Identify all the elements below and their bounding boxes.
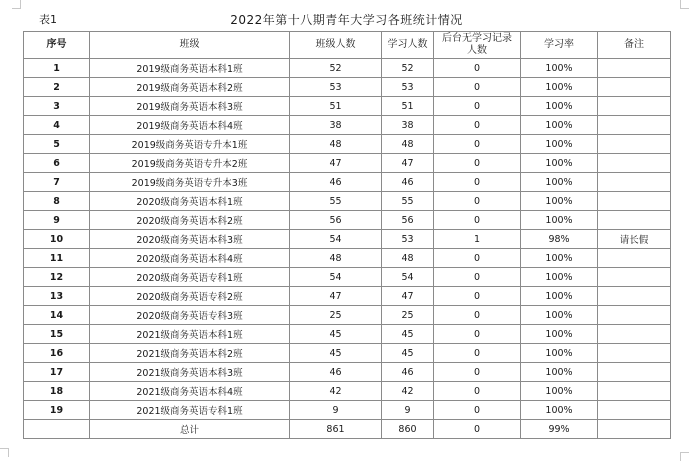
rate-cell: 100% <box>521 154 598 173</box>
no-record-cell: 0 <box>434 401 521 420</box>
class-size-cell: 52 <box>290 59 382 78</box>
note-cell <box>598 78 671 97</box>
note-cell <box>598 420 671 439</box>
rate-cell: 100% <box>521 173 598 192</box>
learned-cell: 46 <box>382 363 434 382</box>
class-size-cell: 54 <box>290 268 382 287</box>
header-note: 备注 <box>598 32 671 59</box>
seq-cell: 17 <box>24 363 90 382</box>
learned-cell: 46 <box>382 173 434 192</box>
statistics-table <box>23 31 671 439</box>
table-row <box>24 344 671 363</box>
seq-cell: 11 <box>24 249 90 268</box>
class-size-cell: 53 <box>290 78 382 97</box>
no-record-cell: 0 <box>434 173 521 192</box>
rate-cell: 100% <box>521 211 598 230</box>
seq-cell: 10 <box>24 230 90 249</box>
class-cell: 2021级商务英语本科4班 <box>90 382 290 401</box>
note-cell: 请长假 <box>598 230 671 249</box>
table-row <box>24 363 671 382</box>
class-size-cell: 25 <box>290 306 382 325</box>
no-record-cell: 0 <box>434 420 521 439</box>
note-cell <box>598 135 671 154</box>
no-record-cell: 0 <box>434 249 521 268</box>
learned-cell: 56 <box>382 211 434 230</box>
class-size-cell: 56 <box>290 211 382 230</box>
learned-cell: 48 <box>382 135 434 154</box>
class-cell: 2019级商务英语本科2班 <box>90 78 290 97</box>
page-corner-mark-bottom-left <box>0 448 9 457</box>
header-class-size: 班级人数 <box>290 32 382 59</box>
note-cell <box>598 382 671 401</box>
learned-cell: 54 <box>382 268 434 287</box>
rate-cell: 100% <box>521 192 598 211</box>
class-cell: 2020级商务英语本科1班 <box>90 192 290 211</box>
no-record-cell: 1 <box>434 230 521 249</box>
class-size-cell: 47 <box>290 287 382 306</box>
header-no-record: 后台无学习记录人数 <box>434 32 521 59</box>
rate-cell: 100% <box>521 344 598 363</box>
class-cell: 2019级商务英语专升本1班 <box>90 135 290 154</box>
rate-cell: 99% <box>521 420 598 439</box>
no-record-cell: 0 <box>434 154 521 173</box>
seq-cell: 3 <box>24 97 90 116</box>
note-cell <box>598 287 671 306</box>
note-cell <box>598 325 671 344</box>
learned-cell: 48 <box>382 249 434 268</box>
class-cell: 2019级商务英语专升本2班 <box>90 154 290 173</box>
seq-cell: 7 <box>24 173 90 192</box>
seq-cell: 16 <box>24 344 90 363</box>
note-cell <box>598 192 671 211</box>
class-cell: 2021级商务英语专科1班 <box>90 401 290 420</box>
rate-cell: 100% <box>521 135 598 154</box>
class-cell: 2021级商务英语本科2班 <box>90 344 290 363</box>
learned-cell: 38 <box>382 116 434 135</box>
table-header-row <box>24 32 671 59</box>
no-record-cell: 0 <box>434 211 521 230</box>
table-label: 表1 <box>39 13 57 26</box>
class-size-cell: 55 <box>290 192 382 211</box>
class-size-cell: 48 <box>290 135 382 154</box>
class-size-cell: 47 <box>290 154 382 173</box>
note-cell <box>598 97 671 116</box>
table-row <box>24 192 671 211</box>
class-size-cell: 45 <box>290 344 382 363</box>
seq-cell: 2 <box>24 78 90 97</box>
note-cell <box>598 268 671 287</box>
table-row <box>24 116 671 135</box>
no-record-cell: 0 <box>434 192 521 211</box>
learned-cell: 53 <box>382 230 434 249</box>
rate-cell: 100% <box>521 116 598 135</box>
no-record-cell: 0 <box>434 363 521 382</box>
table-row <box>24 382 671 401</box>
note-cell <box>598 116 671 135</box>
no-record-cell: 0 <box>434 382 521 401</box>
table-row <box>24 268 671 287</box>
note-cell <box>598 173 671 192</box>
note-cell <box>598 154 671 173</box>
note-cell <box>598 211 671 230</box>
no-record-cell: 0 <box>434 306 521 325</box>
table-body <box>24 59 671 439</box>
rate-cell: 98% <box>521 230 598 249</box>
seq-cell: 19 <box>24 401 90 420</box>
table-row <box>24 306 671 325</box>
class-cell: 2020级商务英语本科4班 <box>90 249 290 268</box>
seq-cell: 12 <box>24 268 90 287</box>
table-row <box>24 287 671 306</box>
table-row <box>24 97 671 116</box>
class-size-cell: 9 <box>290 401 382 420</box>
learned-cell: 25 <box>382 306 434 325</box>
no-record-cell: 0 <box>434 116 521 135</box>
class-size-cell: 45 <box>290 325 382 344</box>
class-size-cell: 51 <box>290 97 382 116</box>
seq-cell: 4 <box>24 116 90 135</box>
class-size-cell: 42 <box>290 382 382 401</box>
class-cell: 2019级商务英语本科3班 <box>90 97 290 116</box>
table-total-row <box>24 420 671 439</box>
table-row <box>24 173 671 192</box>
seq-cell: 5 <box>24 135 90 154</box>
note-cell <box>598 401 671 420</box>
seq-cell: 8 <box>24 192 90 211</box>
rate-cell: 100% <box>521 78 598 97</box>
seq-cell: 14 <box>24 306 90 325</box>
class-cell: 2020级商务英语本科3班 <box>90 230 290 249</box>
note-cell <box>598 306 671 325</box>
header-seq: 序号 <box>24 32 90 59</box>
table-row <box>24 78 671 97</box>
note-cell <box>598 59 671 78</box>
page-corner-mark-bottom-right <box>680 452 689 461</box>
learned-cell: 52 <box>382 59 434 78</box>
class-cell: 2020级商务英语专科3班 <box>90 306 290 325</box>
rate-cell: 100% <box>521 325 598 344</box>
rate-cell: 100% <box>521 363 598 382</box>
rate-cell: 100% <box>521 401 598 420</box>
note-cell <box>598 249 671 268</box>
no-record-cell: 0 <box>434 344 521 363</box>
class-cell: 2019级商务英语本科4班 <box>90 116 290 135</box>
class-cell: 2021级商务英语本科3班 <box>90 363 290 382</box>
header-learned: 学习人数 <box>382 32 434 59</box>
class-cell: 2021级商务英语本科1班 <box>90 325 290 344</box>
learned-cell: 45 <box>382 325 434 344</box>
class-size-cell: 54 <box>290 230 382 249</box>
seq-cell: 13 <box>24 287 90 306</box>
table-row <box>24 401 671 420</box>
learned-cell: 9 <box>382 401 434 420</box>
seq-cell: 18 <box>24 382 90 401</box>
table-row <box>24 211 671 230</box>
table-row <box>24 230 671 249</box>
rate-cell: 100% <box>521 382 598 401</box>
class-size-cell: 46 <box>290 173 382 192</box>
class-size-cell: 38 <box>290 116 382 135</box>
class-cell: 2019级商务英语本科1班 <box>90 59 290 78</box>
learned-cell: 51 <box>382 97 434 116</box>
table-row <box>24 135 671 154</box>
learned-cell: 860 <box>382 420 434 439</box>
seq-cell: 1 <box>24 59 90 78</box>
table-row <box>24 249 671 268</box>
class-cell: 总计 <box>90 420 290 439</box>
header-class: 班级 <box>90 32 290 59</box>
no-record-cell: 0 <box>434 97 521 116</box>
class-size-cell: 46 <box>290 363 382 382</box>
rate-cell: 100% <box>521 306 598 325</box>
seq-cell: 9 <box>24 211 90 230</box>
learned-cell: 53 <box>382 78 434 97</box>
no-record-cell: 0 <box>434 59 521 78</box>
learned-cell: 47 <box>382 154 434 173</box>
class-size-cell: 48 <box>290 249 382 268</box>
note-cell <box>598 344 671 363</box>
page-corner-mark-top-right <box>680 0 689 9</box>
no-record-cell: 0 <box>434 325 521 344</box>
table-row <box>24 325 671 344</box>
table-row <box>24 154 671 173</box>
no-record-cell: 0 <box>434 268 521 287</box>
no-record-cell: 0 <box>434 287 521 306</box>
page-corner-mark-top-left <box>12 0 21 9</box>
rate-cell: 100% <box>521 97 598 116</box>
seq-cell: 15 <box>24 325 90 344</box>
no-record-cell: 0 <box>434 78 521 97</box>
rate-cell: 100% <box>521 249 598 268</box>
learned-cell: 47 <box>382 287 434 306</box>
class-size-cell: 861 <box>290 420 382 439</box>
no-record-cell: 0 <box>434 135 521 154</box>
rate-cell: 100% <box>521 59 598 78</box>
rate-cell: 100% <box>521 268 598 287</box>
seq-cell <box>24 420 90 439</box>
seq-cell: 6 <box>24 154 90 173</box>
document-title: 2022年第十八期青年大学习各班统计情况 <box>230 13 463 27</box>
class-cell: 2020级商务英语专科2班 <box>90 287 290 306</box>
table-row <box>24 59 671 78</box>
class-cell: 2020级商务英语本科2班 <box>90 211 290 230</box>
header-rate: 学习率 <box>521 32 598 59</box>
class-cell: 2020级商务英语专科1班 <box>90 268 290 287</box>
learned-cell: 42 <box>382 382 434 401</box>
note-cell <box>598 363 671 382</box>
learned-cell: 45 <box>382 344 434 363</box>
class-cell: 2019级商务英语专升本3班 <box>90 173 290 192</box>
rate-cell: 100% <box>521 287 598 306</box>
learned-cell: 55 <box>382 192 434 211</box>
